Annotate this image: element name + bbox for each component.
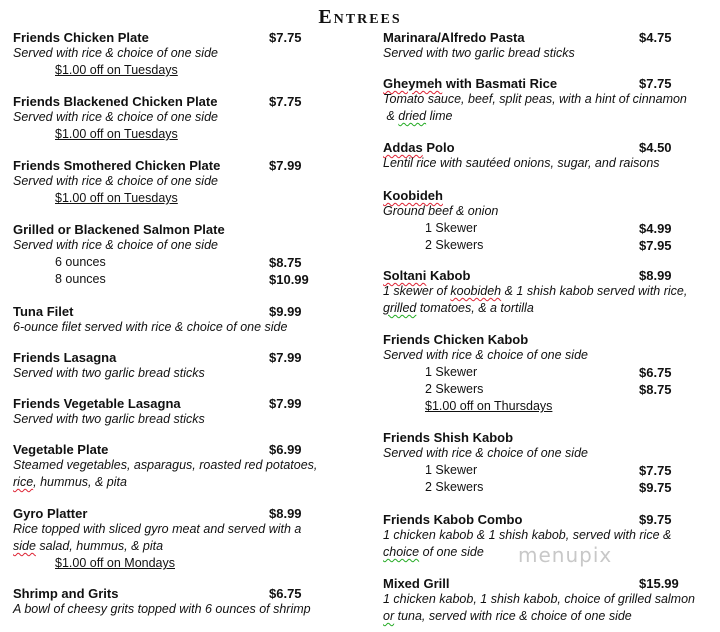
item-price: $4.50 (639, 140, 672, 155)
menu-item (383, 30, 672, 62)
size-option (13, 271, 353, 288)
promo-text: $1.00 off on Tuesdays (55, 63, 178, 77)
item-name: Friends Shish Kabob (383, 430, 514, 445)
item-price: $7.99 (269, 350, 302, 365)
menu-item (383, 268, 720, 317)
item-description: 1 chicken kabob & 1 shish kabob, served with rice & (383, 528, 672, 542)
item-description: Served with two garlic bread sticks (13, 412, 205, 426)
item-description: Tomato sauce, beef, split peas, with a hint of cinnamon (383, 92, 687, 106)
desc-text: of one side (419, 545, 484, 559)
menu-item (13, 94, 302, 143)
item-name: Grilled or Blackened Salmon Plate (13, 222, 225, 237)
option-price: $6.75 (639, 365, 672, 380)
item-description-line2 (383, 108, 720, 125)
item-description: 6-ounce filet served with rice & choice of one side (13, 320, 288, 334)
menu-item (13, 158, 302, 207)
desc-text: & (383, 109, 399, 123)
item-name: Marinara/Alfredo Pasta (383, 30, 525, 45)
item-price: $8.99 (639, 268, 672, 283)
item-name: Vegetable Plate (13, 442, 109, 457)
item-name (383, 188, 720, 203)
item-price: $7.99 (269, 158, 302, 173)
item-description: Ground beef & onion (383, 204, 499, 218)
desc-text: 1 skewer of (383, 284, 451, 298)
promo-text: $1.00 off on Tuesdays (55, 191, 178, 205)
grammar-check-word: grilled (383, 301, 417, 315)
option-label: 1 Skewer (425, 365, 478, 379)
menu-item (13, 586, 358, 618)
spellcheck-word: Addas (383, 140, 423, 155)
spellcheck-word: koobideh (450, 284, 502, 298)
desc-text: tomatoes, & a tortilla (416, 301, 534, 315)
option-price: $9.75 (639, 480, 672, 495)
item-description: Lentil rice with sautéed onions, sugar, and raisons (383, 156, 660, 170)
item-description: Served with rice & choice of one side (383, 348, 588, 362)
grammar-check-word: choice (383, 545, 420, 559)
item-description: Served with two garlic bread sticks (383, 46, 575, 60)
desc-text: , hummus, & pita (33, 475, 127, 489)
size-option (383, 479, 720, 496)
promo-text: $1.00 off on Mondays (55, 556, 175, 570)
menu-item (13, 442, 353, 491)
size-option (13, 254, 353, 271)
menu-item (383, 430, 720, 496)
option-price: $8.75 (269, 255, 302, 270)
option-price: $7.95 (639, 238, 672, 253)
size-option (383, 381, 720, 398)
item-description: Served with rice & choice of one side (13, 110, 218, 124)
option-label: 8 ounces (55, 272, 106, 286)
spellcheck-word: Gheymeh (383, 76, 443, 91)
option-label: 6 ounces (55, 255, 106, 269)
item-name: Friends Vegetable Lasagna (13, 396, 181, 411)
option-price: $7.75 (639, 463, 672, 478)
option-label: 2 Skewers (425, 382, 484, 396)
option-price: $4.99 (639, 221, 672, 236)
item-name: Gyro Platter (13, 506, 88, 521)
menu-item (383, 140, 720, 172)
item-price: $7.99 (269, 396, 302, 411)
item-price: $8.99 (269, 506, 302, 521)
option-price: $10.99 (269, 272, 309, 287)
menu-item (13, 304, 302, 336)
item-price: $15.99 (639, 576, 679, 591)
page-title: Entrees (318, 6, 402, 28)
option-label: 2 Skewers (425, 480, 484, 494)
size-option (383, 237, 720, 254)
desc-text: tuna, served with rice & choice of one side (394, 609, 632, 623)
watermark: menupix (518, 543, 613, 567)
option-label: 2 Skewers (425, 238, 484, 252)
item-name: Friends Blackened Chicken Plate (13, 94, 218, 109)
item-price: $7.75 (639, 76, 672, 91)
menu-item (383, 76, 720, 125)
item-description: Served with rice & choice of one side (13, 238, 218, 252)
name-text: with Basmati Rice (442, 76, 558, 91)
item-name: Friends Chicken Plate (13, 30, 149, 45)
item-description: Served with rice & choice of one side (13, 46, 218, 60)
item-price: $7.75 (269, 94, 302, 109)
item-description: Served with rice & choice of one side (383, 446, 588, 460)
item-name: Shrimp and Grits (13, 586, 119, 601)
option-price: $8.75 (639, 382, 672, 397)
desc-text: salad, hummus, & pita (35, 539, 164, 553)
item-price: $7.75 (269, 30, 302, 45)
name-text: Kabob (426, 268, 471, 283)
menu-item (383, 576, 720, 625)
item-description (383, 283, 720, 300)
size-option (383, 364, 720, 381)
item-description: Served with rice & choice of one side (13, 174, 218, 188)
item-name: Friends Chicken Kabob (383, 332, 529, 347)
item-price: $6.99 (269, 442, 302, 457)
option-label: 1 Skewer (425, 463, 478, 477)
menu-item (383, 332, 720, 415)
item-price: $9.75 (639, 512, 672, 527)
menu-item (13, 30, 302, 79)
item-description: Served with two garlic bread sticks (13, 366, 205, 380)
item-description-line2 (13, 474, 353, 491)
item-price: $4.75 (639, 30, 672, 45)
item-name: Friends Lasagna (13, 350, 117, 365)
item-description: A bowl of cheesy grits topped with 6 ounces of shrimp (13, 602, 311, 616)
grammar-check-word: or (383, 609, 395, 623)
item-description: Rice topped with sliced gyro meat and served with a (13, 522, 302, 536)
name-text: Polo (422, 140, 455, 155)
spellcheck-word: side (13, 539, 36, 553)
item-name: Friends Smothered Chicken Plate (13, 158, 221, 173)
spellcheck-word: Koobideh (383, 188, 443, 203)
item-name: Tuna Filet (13, 304, 74, 319)
spellcheck-word: Soltani (383, 268, 427, 283)
desc-text: lime (426, 109, 453, 123)
item-price: $6.75 (269, 586, 302, 601)
grammar-check-word: dried (398, 109, 427, 123)
menu-item (13, 506, 353, 572)
menu-item (383, 188, 720, 254)
item-description: Steamed vegetables, asparagus, roasted red potatoes, (13, 458, 318, 472)
menu-item (13, 350, 302, 382)
item-description-line2 (383, 300, 720, 317)
menu-item (13, 396, 302, 428)
desc-text: & 1 shish kabob served with rice, (501, 284, 688, 298)
item-description: 1 chicken kabob, 1 shish kabob, choice of grilled salmon (383, 592, 695, 606)
menu-item (13, 222, 353, 288)
item-name: Friends Kabob Combo (383, 512, 523, 527)
option-label: 1 Skewer (425, 221, 478, 235)
size-option (383, 462, 720, 479)
spellcheck-word: rice (13, 475, 34, 489)
promo-text: $1.00 off on Tuesdays (55, 127, 178, 141)
size-option (383, 220, 720, 237)
item-name: Mixed Grill (383, 576, 450, 591)
item-price: $9.99 (269, 304, 302, 319)
item-description-line2 (383, 608, 720, 625)
promo-text: $1.00 off on Thursdays (425, 399, 553, 413)
item-description-line2 (13, 538, 353, 555)
